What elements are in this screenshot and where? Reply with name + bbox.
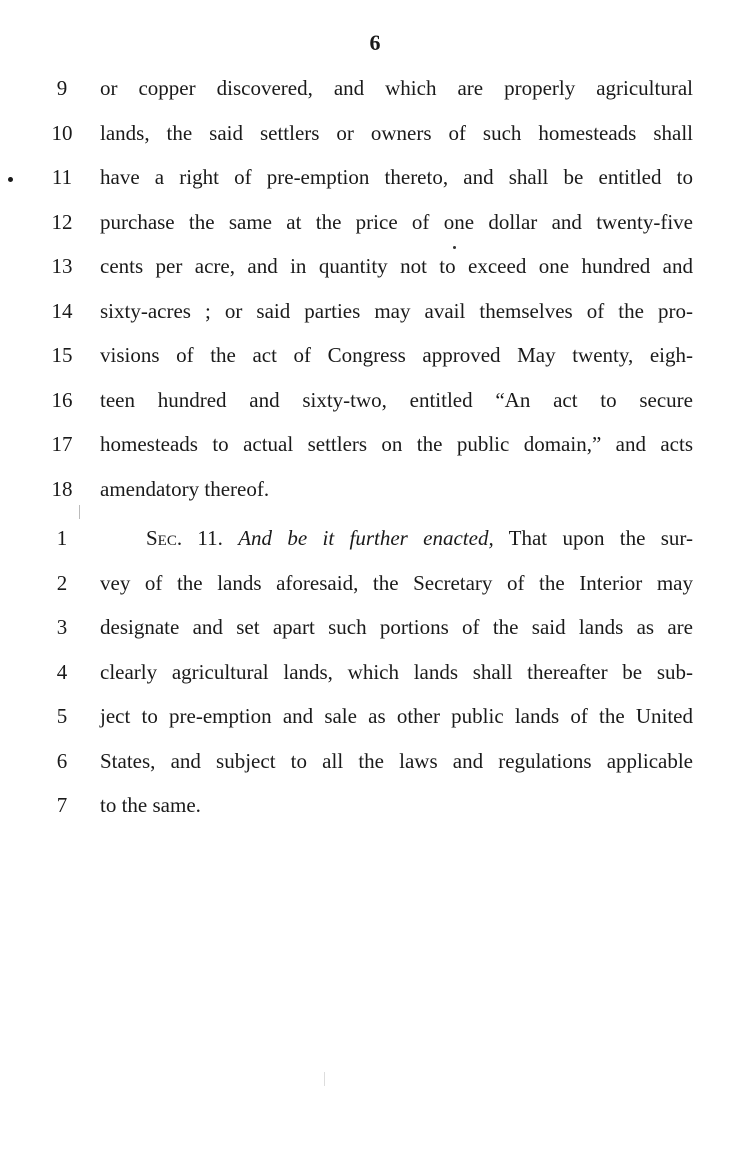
line-text: homesteads to actual settlers on the public domain,” and acts bbox=[100, 432, 693, 456]
line-text: visions of the act of Congress approved May twenty, eigh- bbox=[100, 343, 693, 367]
line-text: or copper discovered, and which are properly agricultural bbox=[100, 76, 693, 100]
text-line bbox=[0, 66, 750, 111]
text-line bbox=[0, 333, 750, 378]
line-text: States, and subject to all the laws and regulations applicable bbox=[100, 748, 693, 773]
page-number: 6 bbox=[369, 30, 381, 55]
section-heading-line bbox=[0, 516, 750, 561]
text-line bbox=[0, 561, 750, 606]
line-number: 11 bbox=[51, 165, 73, 189]
line-number: 3 bbox=[56, 615, 68, 639]
text-line bbox=[0, 694, 750, 739]
line-text: amendatory thereof. bbox=[100, 476, 270, 501]
line-text: have a right of pre-emption thereto, and shall be entitled to bbox=[100, 165, 693, 189]
line-text: ject to pre-emption and sale as other public lands of the United bbox=[100, 704, 693, 728]
line-number: 7 bbox=[56, 793, 68, 817]
line-number: 13 bbox=[51, 254, 73, 278]
line-number: 17 bbox=[51, 432, 73, 456]
text-line bbox=[0, 783, 750, 828]
text-line bbox=[0, 200, 750, 245]
line-text: lands, the said settlers or owners of such homesteads shall bbox=[100, 120, 693, 145]
line-text: clearly agricultural lands, which lands shall thereafter be sub- bbox=[100, 659, 693, 684]
text-line bbox=[0, 155, 750, 200]
scan-artifact-mark bbox=[324, 1072, 325, 1086]
text-line bbox=[0, 289, 750, 334]
text-line bbox=[0, 467, 750, 512]
line-text: designate and set apart such portions of the said lands as are bbox=[100, 615, 693, 639]
line-number: 12 bbox=[51, 209, 73, 234]
line-number: 4 bbox=[56, 659, 68, 684]
enacting-clause: And be it further enacted, bbox=[238, 526, 494, 550]
line-text: cents per acre, and in quantity not to exceed one hundred and bbox=[100, 254, 693, 278]
text-line bbox=[0, 605, 750, 650]
line-text: vey of the lands aforesaid, the Secretary of the Interior may bbox=[100, 570, 693, 595]
line-text bbox=[146, 516, 693, 561]
line-number: 9 bbox=[56, 76, 68, 100]
line-text: sixty-acres ; or said parties may avail themselves of the pro- bbox=[100, 298, 693, 323]
line-number: 14 bbox=[51, 298, 73, 323]
line-number: 18 bbox=[51, 476, 73, 501]
line-text: to the same. bbox=[100, 793, 201, 817]
text-line bbox=[0, 378, 750, 423]
line-number: 10 bbox=[51, 120, 73, 145]
line-number: 15 bbox=[51, 343, 73, 367]
line-text: purchase the same at the price of one dollar and twenty-five bbox=[100, 209, 693, 234]
body-text bbox=[0, 66, 750, 828]
text-line bbox=[0, 739, 750, 784]
line-number: 2 bbox=[56, 570, 68, 595]
line-number: 5 bbox=[56, 704, 68, 728]
line-number: 16 bbox=[51, 387, 73, 412]
text-line bbox=[0, 244, 750, 289]
line-text: teen hundred and sixty-two, entitled “An act to secure bbox=[100, 387, 693, 412]
section-text: That upon the sur- bbox=[508, 526, 693, 550]
line-number: 1 bbox=[56, 526, 68, 550]
line-number: 6 bbox=[56, 748, 68, 773]
text-line bbox=[0, 650, 750, 695]
section-label: Sec. 11. bbox=[146, 526, 223, 550]
text-line bbox=[0, 422, 750, 467]
text-line bbox=[0, 111, 750, 156]
